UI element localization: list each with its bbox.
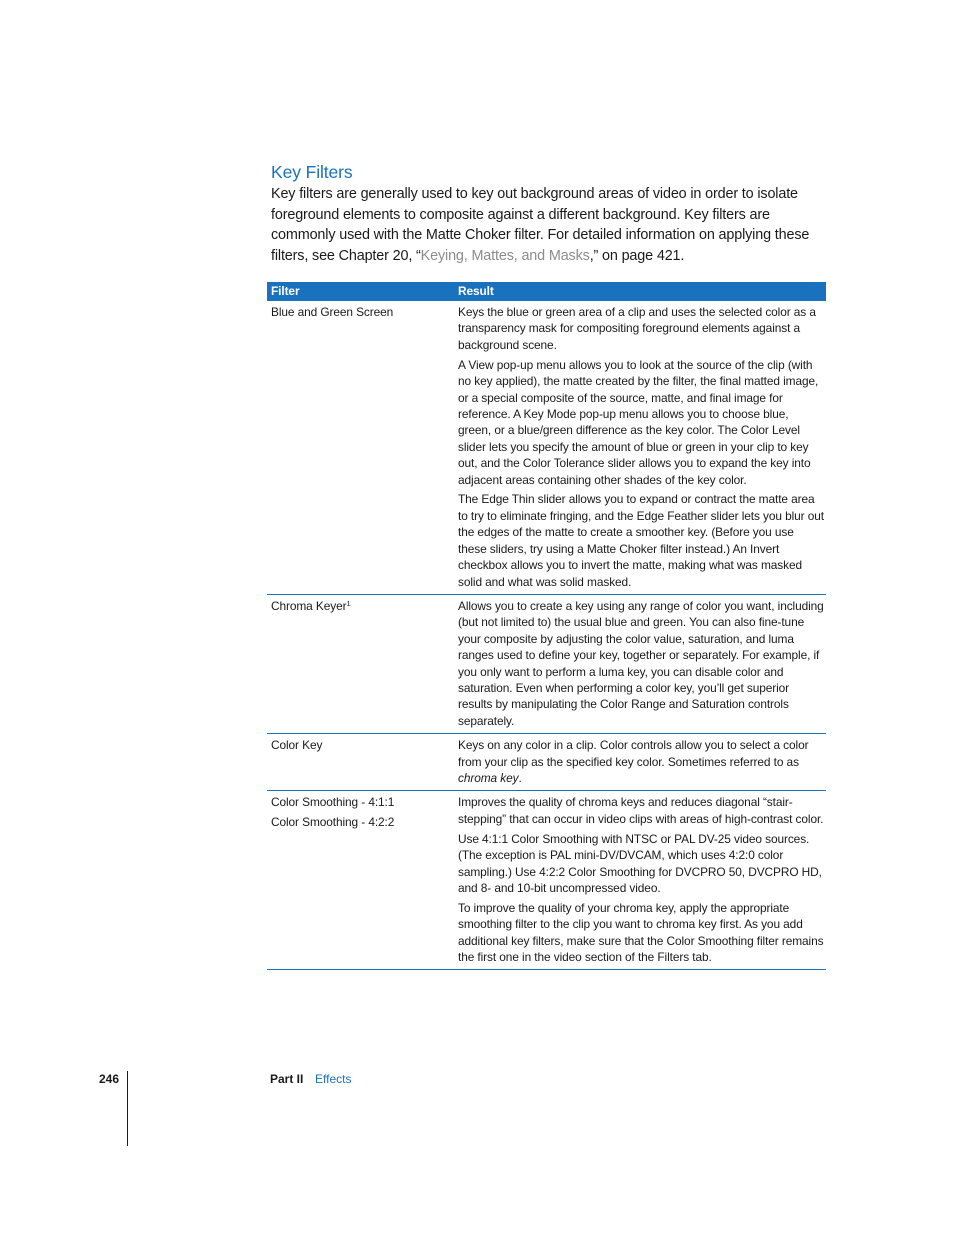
section-title: Key Filters: [271, 162, 353, 182]
result-paragraph: [458, 737, 824, 786]
result-paragraph: Keys the blue or green area of a clip and uses the selected color as a transparency mask for compositing foreground elements against a background scene.: [458, 305, 816, 352]
result-cell: [454, 791, 826, 970]
intro-paragraph: [271, 184, 831, 266]
table-row: [267, 734, 826, 791]
filter-name: Color Smoothing - 4:2:2: [271, 815, 395, 830]
footnote-marker: 1: [346, 598, 351, 608]
table-row: [267, 791, 826, 970]
result-paragraph: Improves the quality of chroma keys and reduces diagonal “stair-stepping” that can occur in video clips with areas of high-contrast color.: [458, 795, 824, 826]
filter-cell: [267, 734, 454, 791]
footer-divider: [127, 1071, 128, 1146]
result-text-end: .: [518, 770, 522, 785]
chapter-cross-reference-link[interactable]: Keying, Mattes, and Masks: [420, 247, 590, 264]
intro-text-end: ,” on page 421.: [589, 247, 685, 264]
column-header-filter: Filter: [267, 282, 454, 301]
filter-name: Color Smoothing - 4:1:1: [271, 795, 395, 810]
result-paragraph: A View pop-up menu allows you to look at the source of the clip (with no key applied), the matte created by the filter, the final matted image, or a special composite of the source, matte, and final image for reference. A Key Mode pop-up menu allows you to choose blue, green, or a blue/green difference as the key color. The Color Level slider lets you specify the amount of blue or green in your clip to key out, and the Color Tolerance slider allows you to expand the key into adjacent areas containing other shades of the key color.: [458, 357, 819, 487]
result-italic-term: chroma key: [458, 770, 519, 785]
result-cell: [454, 594, 826, 733]
filter-name: Chroma Keyer: [271, 598, 347, 613]
table-header-row: [267, 282, 826, 301]
footer-section-link[interactable]: Effects: [315, 1072, 352, 1086]
page-number: 246: [99, 1072, 120, 1086]
table-row: [267, 594, 826, 733]
key-filters-table: [267, 282, 826, 970]
result-cell: [454, 734, 826, 791]
footer-part-label: Part II: [270, 1072, 304, 1086]
filter-cell: [267, 594, 454, 733]
filter-cell: [267, 791, 454, 970]
table-row: [267, 301, 826, 594]
intro-text: Key filters are generally used to key out background areas of video in order to isolate foreground elements to composite against a different background. Key filters are commonly used with the Matte Choker filter. For detailed information on applying these filters, see Chapter 20, “: [271, 186, 810, 264]
result-paragraph: The Edge Thin slider allows you to expand or contract the matte area to try to eliminate fringing, and the Edge Feather slider lets you blur out the edges of the matte to create a smoother key. (Before you use these sliders, try using a Matte Choker filter instead.) An Invert checkbox allows you to invert the matte, making what was masked solid and what was solid masked.: [458, 492, 824, 589]
result-cell: [454, 301, 826, 594]
result-paragraph: Use 4:1:1 Color Smoothing with NTSC or PAL DV-25 video sources. (The exception is PAL mini-DV/DVCAM, which uses 4:2:0 color sampling.) Use 4:2:2 Color Smoothing for DVCPRO 50, DVCPRO HD, and 8- and 10-bit uncompressed video.: [458, 831, 822, 895]
filter-name: Blue and Green Screen: [271, 305, 394, 319]
filter-name-with-footnote: [271, 598, 450, 614]
filter-cell: [267, 301, 454, 594]
filter-name: Color Key: [271, 738, 323, 753]
result-paragraph: To improve the quality of your chroma key, apply the appropriate smoothing filter to the clip you want to chroma key first. As you add additional key filters, make sure that the Color Smoothing filter remains the first one in the video section of the Filters tab.: [458, 900, 824, 965]
result-text: Keys on any color in a clip. Color controls allow you to select a color from your clip as the specified key color. Sometimes referred to as: [458, 738, 809, 769]
result-paragraph: Allows you to create a key using any range of color you want, including (but not limited to) the usual blue and green. You can also fine-tune your composite by adjusting the color value, saturation, and luma ranges used to define your key, together or separately. For example, if you only want to perform a luma key, you can disable color and saturation. Even when performing a color key, you’ll get superior results by manipulating the Color Range and Saturation controls separately.: [458, 598, 824, 728]
column-header-result: Result: [454, 282, 826, 301]
